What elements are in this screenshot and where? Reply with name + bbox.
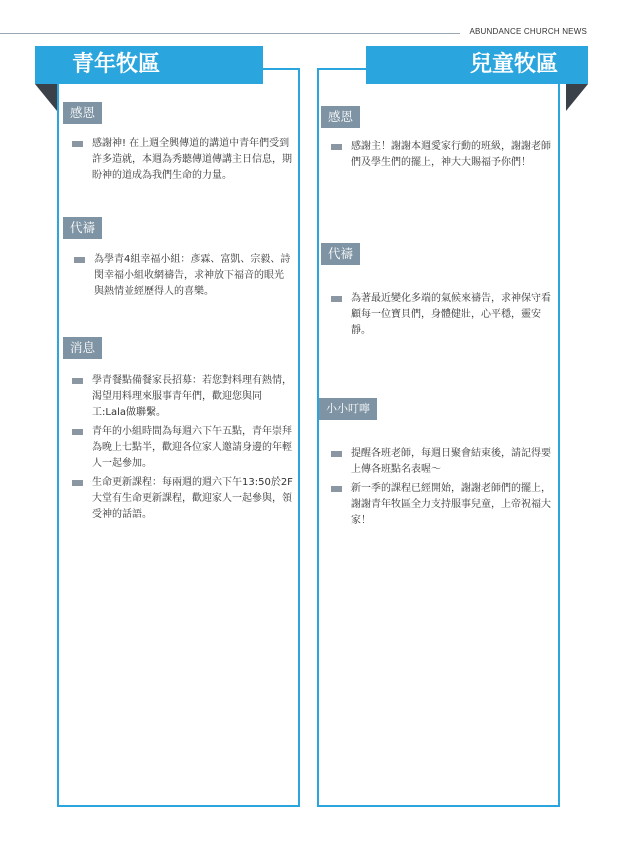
list-item — [72, 373, 294, 421]
bullet-icon — [331, 144, 342, 150]
header-rule — [0, 33, 460, 34]
youth-thanks-text: 感謝神! 在上週全興傳道的講道中青年們受到許多造就，本週為秀聽傳道傳講主日信息，期盼神的道成為我們生命的力量。 — [92, 138, 292, 181]
youth-prayer-list — [74, 252, 292, 303]
bullet-icon — [74, 257, 85, 263]
list-item — [74, 252, 292, 300]
bullet-icon — [331, 486, 342, 492]
list-item — [331, 139, 553, 171]
list-item — [72, 475, 294, 523]
youth-thanks-tag: 感恩 — [63, 102, 102, 124]
children-title-banner: 兒童牧區 — [366, 46, 588, 84]
list-item — [72, 136, 292, 184]
youth-thanks-list — [72, 136, 292, 187]
youth-banner-fold — [35, 84, 57, 111]
youth-news-tag: 消息 — [63, 337, 102, 359]
children-prayer-list — [331, 291, 553, 342]
youth-news-text-1: 學青餐點備餐家長招募：若您對料理有熱情，渴望用料理來服事青年們，歡迎您與同工:Lala做聯繫。 — [92, 375, 292, 418]
bullet-icon — [331, 296, 342, 302]
newsletter-brand: ABUNDANCE CHURCH NEWS — [469, 27, 587, 36]
youth-prayer-tag: 代禱 — [63, 217, 102, 239]
children-prayer-text: 為著最近變化多端的氣候來禱告，求神保守看顧每一位寶貝們，身體健壯，心平穩，靈安靜。 — [351, 293, 551, 336]
list-item — [331, 481, 553, 529]
children-prayer-tag: 代禱 — [321, 243, 360, 265]
list-item — [331, 291, 553, 339]
children-thanks-tag: 感恩 — [321, 106, 360, 128]
youth-title-banner: 青年牧區 — [35, 46, 263, 84]
children-reminder-list — [331, 446, 553, 532]
list-item — [331, 446, 553, 478]
children-banner-fold — [566, 84, 588, 111]
children-panel — [317, 68, 560, 807]
children-reminder-text-1: 提醒各班老師，每週日聚會結束後，請記得要上傳各班點名表喔～ — [351, 448, 551, 475]
bullet-icon — [331, 451, 342, 457]
children-thanks-list — [331, 139, 553, 174]
youth-news-list — [72, 373, 294, 526]
youth-prayer-text: 為學青4組幸福小組：彥霖、富凱、宗毅、詩閔幸福小組收網禱告，求神放下福音的眼光與熱情並經歷得人的喜樂。 — [94, 254, 291, 297]
list-item — [72, 424, 294, 472]
bullet-icon — [72, 429, 83, 435]
children-thanks-text: 感謝主！謝謝本週愛家行動的班級，謝謝老師們及學生們的擺上，神大大賜福予你們！ — [351, 141, 551, 168]
children-reminder-text-2: 新一季的課程已經開始，謝謝老師們的擺上，謝謝青年牧區全力支持服事兒童，上帝祝福大家！ — [351, 483, 551, 526]
youth-news-text-3: 生命更新課程：每兩週的週六下午13:50於2F大堂有生命更新課程，歡迎家人一起參與，領受神的話語。 — [92, 477, 293, 520]
bullet-icon — [72, 480, 83, 486]
bullet-icon — [72, 378, 83, 384]
youth-news-text-2: 青年的小組時間為每週六下午五點，青年崇拜為晚上七點半，歡迎各位家人邀請身邊的年輕人一起參加。 — [92, 426, 292, 469]
children-reminder-tag: 小小叮嚀 — [319, 398, 377, 420]
bullet-icon — [72, 141, 83, 147]
